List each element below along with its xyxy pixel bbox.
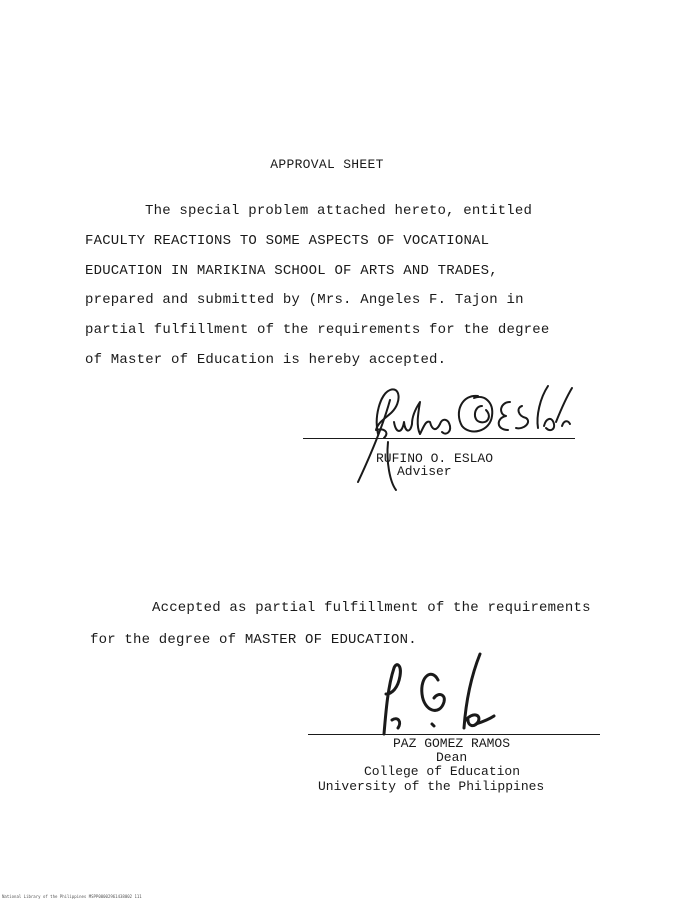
acceptance-line-2: for the degree of MASTER OF EDUCATION. bbox=[90, 632, 417, 648]
dean-university: University of the Philippines bbox=[318, 779, 545, 794]
page-title: APPROVAL SHEET bbox=[270, 157, 384, 172]
adviser-signature bbox=[350, 382, 580, 492]
dean-college: College of Education bbox=[364, 764, 521, 779]
approval-line-2: FACULTY REACTIONS TO SOME ASPECTS OF VOCATIONAL bbox=[85, 233, 490, 249]
dean-name: PAZ GOMEZ RAMOS bbox=[393, 736, 511, 751]
approval-line-6: of Master of Education is hereby accepted. bbox=[85, 352, 447, 368]
adviser-name: RUFINO O. ESLAO bbox=[376, 451, 494, 466]
acceptance-line-1: Accepted as partial fulfillment of the requirements bbox=[152, 600, 591, 616]
dean-signature-line bbox=[308, 734, 600, 735]
approval-line-3: EDUCATION IN MARIKINA SCHOOL OF ARTS AND TRADES, bbox=[85, 263, 498, 279]
dean-role: Dean bbox=[436, 750, 468, 765]
approval-line-5: partial fulfillment of the requirements for the degree bbox=[85, 322, 550, 338]
dean-signature bbox=[372, 650, 502, 738]
approval-line-4: prepared and submitted by (Mrs. Angeles F. Tajon in bbox=[85, 292, 524, 308]
approval-line-1: The special problem attached hereto, entitled bbox=[145, 203, 533, 219]
adviser-signature-line bbox=[303, 438, 575, 439]
archive-footer: National Library of the Philippines MSPP00002961438002 111 bbox=[2, 894, 142, 899]
adviser-role: Adviser bbox=[397, 464, 452, 479]
